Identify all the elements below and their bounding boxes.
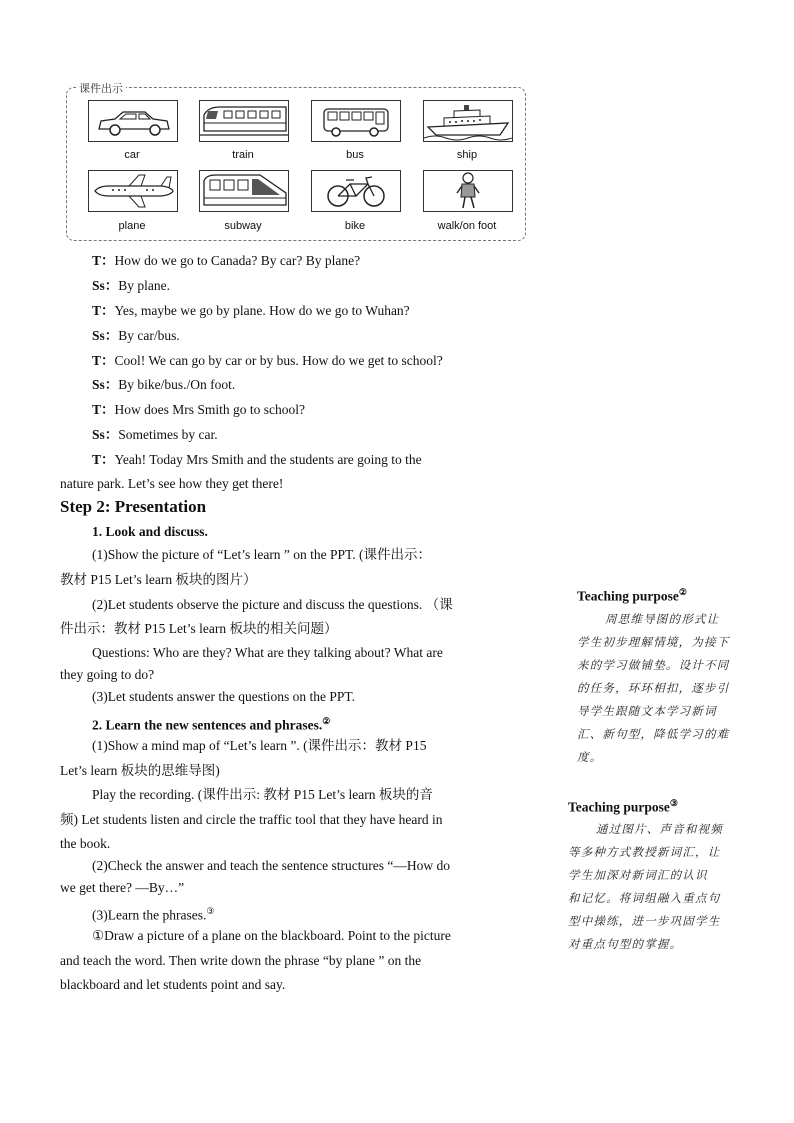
caption-bike: bike — [344, 220, 366, 232]
paragraph-line: 教材 P15 Let’s learn 板块的图片） — [60, 572, 257, 587]
paragraph-line — [92, 903, 214, 924]
speaker-label: T： — [92, 303, 115, 318]
dialogue-text: Yeah! Today Mrs Smith and the students are going to the — [114, 452, 422, 467]
bike-icon — [311, 170, 401, 212]
paragraph-line: and teach the word. Then write down the phrase “by plane ” on the — [60, 953, 422, 968]
note-title — [568, 798, 744, 816]
footnote-mark: ③ — [206, 906, 215, 916]
dialogue-line — [92, 452, 422, 468]
speaker-label: Ss： — [92, 377, 119, 392]
subheading-look-discuss: 1. Look and discuss. — [92, 524, 208, 539]
paragraph-line: 频) Let students listen and circle the traffic tool that they have heard in — [60, 812, 443, 827]
section-heading: Step 2: Presentation — [60, 497, 207, 516]
dialogue-text: By plane. — [118, 278, 171, 293]
note-line: 的任务，环环相扣，逐步引 — [577, 680, 730, 695]
dialogue-line — [92, 402, 305, 418]
footnote-mark: ② — [678, 587, 687, 597]
dialogue-line — [92, 353, 443, 369]
caption-car: car — [124, 149, 140, 161]
paragraph-line: Let’s learn 板块的思维导图) — [60, 763, 220, 778]
note-line: 汇、新句型，降低学习的难 — [577, 726, 730, 741]
subheading-learn-sentences — [92, 713, 330, 734]
note-line: 等多种方式教授新词汇，让 — [568, 844, 721, 859]
paragraph-line: (2)Let students observe the picture and discuss the questions. （课 — [92, 597, 453, 612]
caption-plane: plane — [118, 220, 146, 232]
dialogue-line — [92, 253, 360, 269]
speaker-label: Ss： — [92, 328, 119, 343]
note-line: 导学生跟随文本学习新词 — [577, 703, 717, 718]
footnote-mark: ③ — [669, 798, 678, 808]
paragraph-line: blackboard and let students point and say. — [60, 977, 286, 992]
walking-child-icon — [423, 170, 513, 212]
dialogue-text: How does Mrs Smith go to school? — [114, 402, 306, 417]
dialogue-text: How do we go to Canada? By car? By plane? — [114, 253, 361, 268]
train-icon — [199, 100, 289, 142]
dialogue-text: Sometimes by car. — [118, 427, 218, 442]
subheading-text: 2. Learn the new sentences and phrases. — [92, 717, 323, 733]
paragraph-line: 件出示：教材 P15 Let’s learn 板块的相关问题） — [60, 621, 338, 636]
ship-icon — [423, 100, 513, 142]
caption-subway: subway — [224, 220, 262, 232]
note-line: 学生加深对新词汇的认识 — [568, 867, 708, 882]
plane-icon — [88, 170, 178, 212]
caption-ship: ship — [456, 149, 478, 161]
dialogue-line — [92, 328, 180, 344]
dialogue-continuation: nature park. Let’s see how they get there! — [60, 476, 284, 491]
subway-icon — [199, 170, 289, 212]
dialogue-text: Yes, maybe we go by plane. How do we go to Wuhan? — [114, 303, 410, 318]
note-line: 和记忆。将词组融入重点句 — [568, 890, 721, 905]
paragraph-line: (2)Check the answer and teach the sentence structures “—How do — [92, 858, 450, 873]
dialogue-line — [92, 278, 170, 294]
note-title-text: Teaching purpose — [568, 799, 670, 815]
caption-bus: bus — [346, 149, 364, 161]
paragraph-line: we get there? —By…” — [60, 880, 185, 895]
note-line: 周思维导图的形式让 — [605, 611, 720, 626]
paragraph-line: ①Draw a picture of a plane on the blackboard. Point to the picture — [92, 928, 451, 943]
speaker-label: Ss： — [92, 278, 119, 293]
speaker-label: T： — [92, 353, 115, 368]
paragraph-line: they going to do? — [60, 667, 155, 682]
speaker-label: T： — [92, 253, 115, 268]
note-line: 通过图片、声音和视频 — [596, 821, 723, 836]
dialogue-text: By bike/bus./On foot. — [118, 377, 236, 392]
note-line: 度。 — [577, 749, 603, 764]
note-body — [577, 608, 749, 769]
dialogue-text: Cool! We can go by car or by bus. How do we get to school? — [114, 353, 443, 368]
teaching-purpose-note — [577, 587, 749, 769]
note-title — [577, 587, 749, 605]
speaker-label: Ss： — [92, 427, 119, 442]
caption-walk: walk/on foot — [437, 220, 497, 232]
dialogue-line — [92, 303, 410, 319]
bus-icon — [311, 100, 401, 142]
caption-train: train — [232, 149, 254, 161]
dialogue-line — [92, 427, 218, 443]
speaker-label: T： — [92, 452, 115, 467]
speaker-label: T： — [92, 402, 115, 417]
courseware-tag: 课件出示 — [76, 80, 126, 96]
paragraph-line: (1)Show the picture of “Let’s learn ” on the PPT. (课件出示： — [92, 547, 432, 562]
car-icon — [88, 100, 178, 142]
paragraph-line: (1)Show a mind map of “Let’s learn ”. (课件出示：教材 P15 — [92, 738, 427, 753]
note-line: 学生初步理解情境，为接下 — [577, 634, 730, 649]
teaching-purpose-note — [568, 798, 744, 956]
paragraph-text: (3)Learn the phrases. — [92, 907, 207, 923]
note-title-text: Teaching purpose — [577, 588, 679, 604]
dialogue-text: By car/bus. — [118, 328, 180, 343]
note-line: 来的学习做铺垫。设计不同 — [577, 657, 730, 672]
note-body — [568, 818, 744, 956]
dialogue-line — [92, 377, 235, 393]
paragraph-line: Questions: Who are they? What are they talking about? What are — [92, 645, 443, 660]
note-line: 对重点句型的掌握。 — [568, 936, 683, 951]
paragraph-line: the book. — [60, 836, 111, 851]
paragraph-line: Play the recording. (课件出示: 教材 P15 Let’s learn 板块的音 — [92, 787, 433, 802]
note-line: 型中操练，进一步巩固学生 — [568, 913, 721, 928]
footnote-mark: ② — [322, 716, 331, 726]
paragraph-line: (3)Let students answer the questions on the PPT. — [92, 689, 355, 704]
